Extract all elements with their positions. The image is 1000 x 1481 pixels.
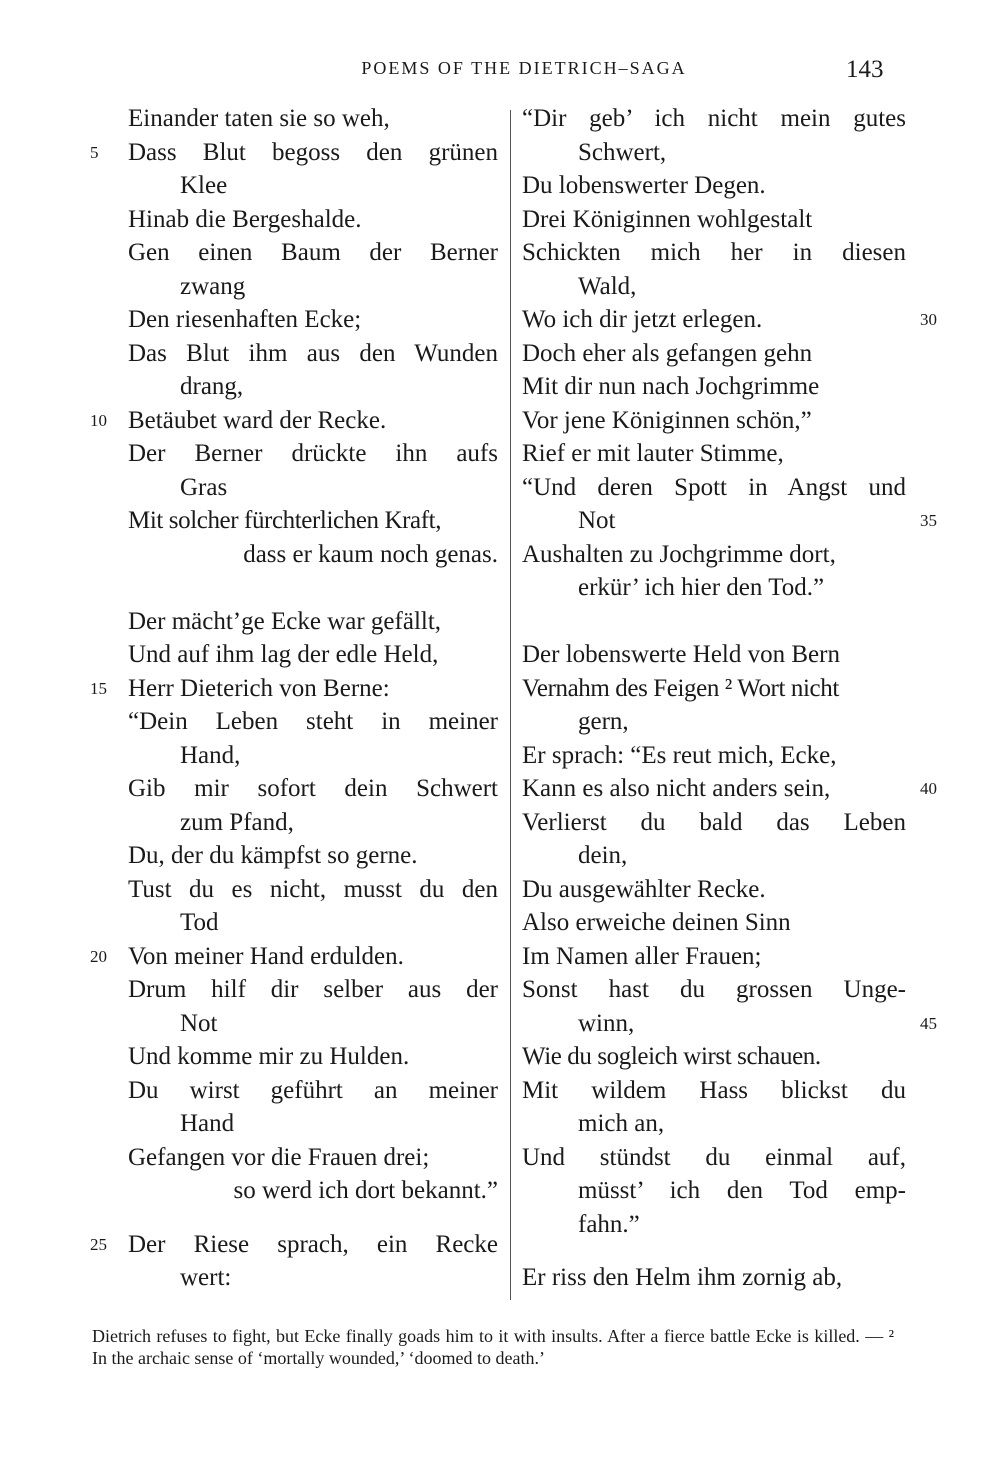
verse-line: so werd ich dort bekannt.” <box>233 1177 498 1204</box>
verse-line: “Dir geb’ ich nicht mein gutes <box>522 105 906 132</box>
verse-line: mich an, <box>578 1110 665 1137</box>
verse-line: Gefangen vor die Frauen drei; <box>128 1143 430 1171</box>
verse-line: Einander taten sie so weh, <box>128 105 390 132</box>
verse-line: “Dein Leben steht in meiner <box>128 708 498 735</box>
stanza-break <box>90 571 498 605</box>
verse-line: Drum hilf dir selber aus der <box>128 976 498 1003</box>
line-number: 40 <box>920 779 937 798</box>
column-divider <box>510 110 511 1300</box>
verse-line: erkür’ ich hier den Tod.” <box>578 574 825 601</box>
verse-line: Du lobenswerter Degen. <box>522 172 766 199</box>
verse-line: Der Berner drückte ihn aufs <box>128 440 498 467</box>
verse-line: wert: <box>180 1264 232 1291</box>
verse-line: drang, <box>180 373 244 400</box>
verse-line: Not <box>180 1009 218 1037</box>
footnote: Dietrich refuses to fight, but Ecke finally goads him to it with insults. After a fierce battle Ecke is killed. — ² In the archaic sense of ‘mortally wounded,’ ‘doomed to death.’ <box>92 1326 894 1368</box>
verse-line: Rief er mit lauter Stimme, <box>522 440 784 467</box>
verse-line: Sonst hast du grossen Unge- <box>522 976 906 1003</box>
verse-line: Tod <box>180 909 219 936</box>
verse-line: Du ausgewählter Recke. <box>522 875 766 903</box>
verse-line: Hinab die Bergeshalde. <box>128 205 362 233</box>
verse-line: fahn.” <box>578 1210 640 1238</box>
verse-line: Mit solcher fürchterlichen Kraft, <box>128 507 442 534</box>
verse-line: gern, <box>578 708 629 735</box>
verse-line: Hand <box>180 1110 235 1137</box>
verse-line: Vernahm des Feigen ² Wort nicht <box>522 674 839 702</box>
verse-line: Vor jene Königinnen schön,” <box>522 406 812 434</box>
verse-line: Doch eher als gefangen gehn <box>522 339 813 367</box>
verse-line: Im Namen aller Frauen; <box>522 942 762 970</box>
line-number: 15 <box>90 678 107 698</box>
verse-line: Hand, <box>180 741 241 769</box>
verse-line: Wo ich dir jetzt erlegen. 30 <box>522 303 906 337</box>
verse-line: Not 35 <box>522 504 906 538</box>
verse-line: Schickten mich her in diesen <box>522 239 906 266</box>
stanza-break <box>522 1241 906 1261</box>
stanza-break <box>90 1208 498 1228</box>
verse-line: Der lobenswerte Held von Bern <box>522 641 840 668</box>
page-number: 143 <box>846 56 884 83</box>
verse-line: “Und deren Spott in Angst und <box>522 473 906 501</box>
line-number: 30 <box>920 310 937 329</box>
verse-line: zwang <box>180 272 246 300</box>
verse-line: 15 Herr Dieterich von Berne: <box>90 672 498 706</box>
verse-line: dein, <box>578 842 628 869</box>
verse-line: Kann es also nicht anders sein, 40 <box>522 772 906 806</box>
verse-line: Gras <box>180 473 228 501</box>
verse-line: Den riesenhaften Ecke; <box>128 306 362 333</box>
running-header: POEMS OF THE DIETRICH–SAGA <box>361 58 687 78</box>
verse-line: Wald, <box>578 272 637 300</box>
verse-line: 25 Der Riese sprach, ein Recke <box>90 1228 498 1262</box>
line-number: 35 <box>920 511 937 530</box>
line-number: 10 <box>90 410 107 430</box>
verse-line: Du wirst geführt an meiner <box>128 1076 498 1104</box>
verse-line: müsst’ ich den Tod emp- <box>578 1177 906 1204</box>
verse-line: Mit wildem Hass blickst du <box>522 1076 906 1104</box>
verse-line: Aushalten zu Jochgrimme dort, <box>522 540 836 568</box>
verse-line: Klee <box>180 172 228 199</box>
verse-line: Tust du es nicht, musst du den <box>128 875 498 903</box>
verse-line: Schwert, <box>578 138 667 166</box>
stanza-break <box>522 605 906 639</box>
verse-line: Er sprach: “Es reut mich, Ecke, <box>522 741 837 769</box>
verse-line: Wie du sogleich wirst schauen. <box>522 1043 821 1070</box>
verse-line: Gib mir sofort dein Schwert <box>128 775 498 802</box>
verse-line: Der mächt’ge Ecke war gefällt, <box>128 607 442 635</box>
verse-line: 5 Dass Blut begoss den grünen <box>90 136 498 170</box>
verse-line: dass er kaum noch genas. <box>243 540 498 568</box>
verse-line: Und komme mir zu Hulden. <box>128 1043 410 1070</box>
verse-line: Er riss den Helm ihm zornig ab, <box>522 1264 843 1291</box>
verse-line: zum Pfand, <box>180 808 294 836</box>
verse-line: Und auf ihm lag der edle Held, <box>128 641 439 668</box>
line-number: 5 <box>90 142 99 162</box>
verse-line: Und stündst du einmal auf, <box>522 1143 906 1171</box>
line-number: 20 <box>90 946 107 966</box>
verse-line: 10 Betäubet ward der Recke. <box>90 404 498 438</box>
verse-line: Verlierst du bald das Leben <box>522 808 906 836</box>
left-column <box>90 102 498 1295</box>
verse-line: Das Blut ihm aus den Wunden <box>128 339 498 367</box>
verse-line: Also erweiche deinen Sinn <box>522 909 791 936</box>
verse-line: Mit dir nun nach Jochgrimme <box>522 373 820 400</box>
verse-line: Du, der du kämpfst so gerne. <box>128 842 418 869</box>
right-column <box>522 102 937 1295</box>
verse-line: Drei Königinnen wohlgestalt <box>522 205 813 233</box>
verse-line: 20 Von meiner Hand erdulden. <box>90 940 498 974</box>
verse-line: winn, 45 <box>522 1007 906 1041</box>
line-number: 45 <box>920 1013 937 1033</box>
line-number: 25 <box>90 1234 107 1254</box>
verse-line: Gen einen Baum der Berner <box>128 239 498 266</box>
